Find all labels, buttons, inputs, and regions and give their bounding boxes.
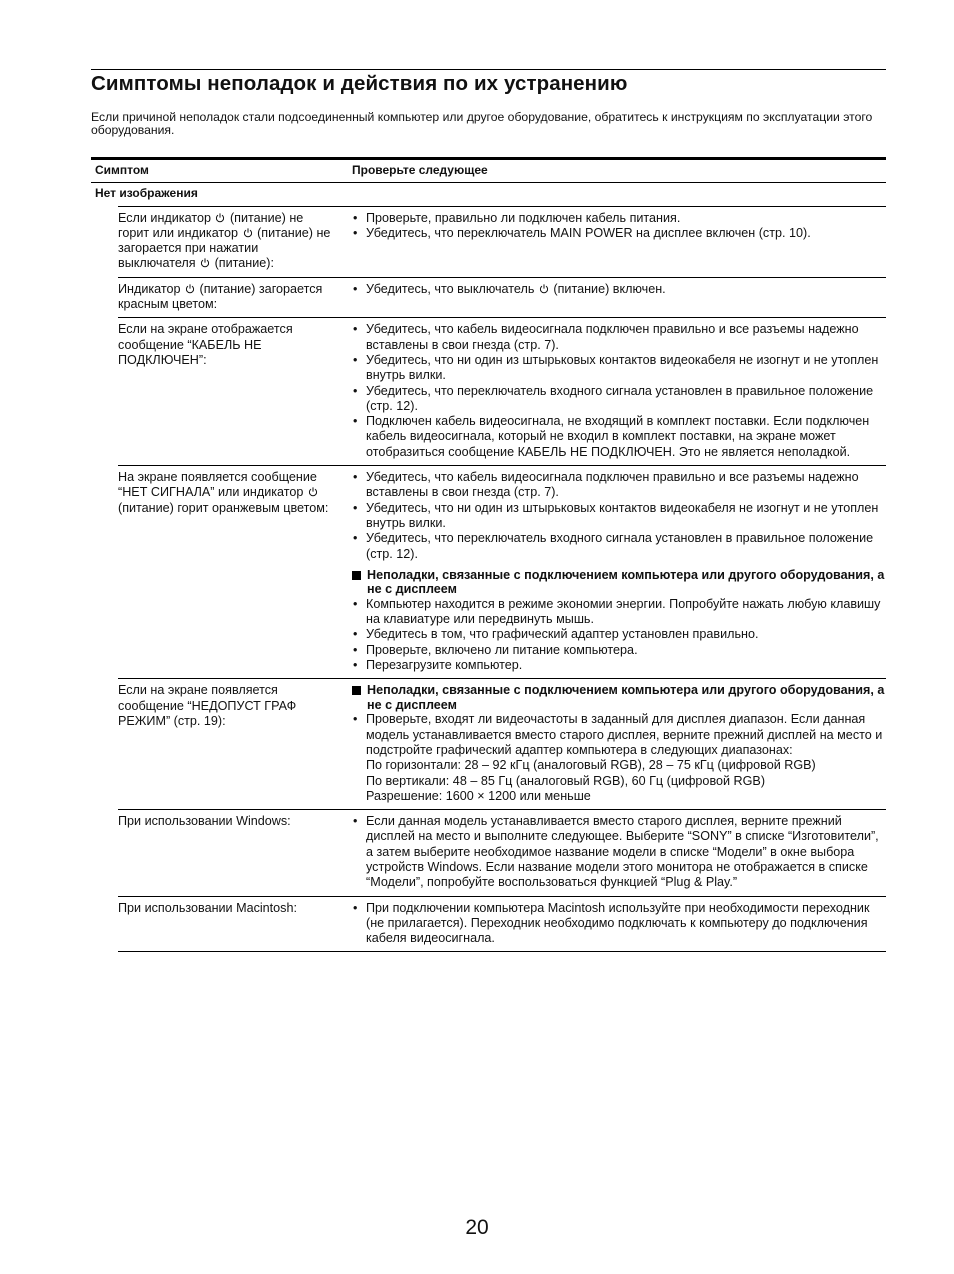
list-item: • Проверьте, входят ли видеочастоты в заданный для дисплея диапазон. Если данная модель устанавливается вместо старого дисплея, верните прежний дисплей на место и подстройте графический адаптер компьютера в следующих диапазонах: По горизонтали: 28 – 92 кГц (аналоговый RGB), 28 – 75 кГц (цифровой RGB) По вертикали: 48 – 85 Гц (аналоговый RGB), 60 Гц (цифровой RGB) Разрешение: 1600 × 1200 или меньше bbox=[352, 712, 886, 804]
table-row bbox=[91, 318, 886, 466]
page-title: Симптомы неполадок и действия по их устранению bbox=[91, 72, 628, 95]
list-item: • Убедитесь, что переключатель MAIN POWER на дисплее включен (стр. 10). bbox=[352, 226, 886, 241]
square-bullet-icon bbox=[352, 571, 361, 580]
section-row bbox=[91, 183, 886, 206]
power-icon bbox=[539, 284, 549, 294]
list-item: • Убедитесь в том, что графический адаптер установлен правильно. bbox=[352, 627, 886, 642]
check-cell bbox=[343, 466, 886, 679]
list-item: • Проверьте, правильно ли подключен кабель питания. bbox=[352, 211, 886, 226]
check-cell bbox=[343, 896, 886, 952]
symptom-cell: Если индикатор (питание) не горит или индикатор (питание) не загорается при нажатии выключателя (питание): bbox=[118, 206, 343, 277]
table-row bbox=[91, 679, 886, 810]
list-item: • Проверьте, включено ли питание компьютера. bbox=[352, 643, 886, 658]
table-row bbox=[91, 277, 886, 318]
power-icon bbox=[185, 284, 195, 294]
list-item: • Убедитесь, что переключатель входного сигнала установлен в правильное положение (стр. 12). bbox=[352, 531, 886, 562]
list-item: • Убедитесь, что ни один из штырьковых контактов видеокабеля не изогнут и не утоплен внутрь вилки. bbox=[352, 353, 886, 384]
square-bullet-icon bbox=[352, 686, 361, 695]
table-row bbox=[91, 810, 886, 896]
symptom-cell: Если на экране появляется сообщение “НЕДОПУСТ ГРАФ РЕЖИМ” (стр. 19): bbox=[118, 679, 343, 810]
check-cell bbox=[343, 206, 886, 277]
header-symptom: Симптом bbox=[91, 159, 343, 183]
symptom-cell: При использовании Macintosh: bbox=[118, 896, 343, 952]
table-row bbox=[91, 206, 886, 277]
troubleshooting-table bbox=[91, 157, 886, 952]
subheading: Неполадки, связанные с подключением компьютера или другого оборудования, а не с дисплеем bbox=[352, 683, 886, 712]
list-item: • Компьютер находится в режиме экономии энергии. Попробуйте нажать любую клавишу на клавиатуре или передвинуть мышь. bbox=[352, 597, 886, 628]
check-cell bbox=[343, 277, 886, 318]
list-item: • Перезагрузите компьютер. bbox=[352, 658, 886, 673]
section-title: Нет изображения bbox=[95, 186, 198, 201]
list-item: • Убедитесь, что кабель видеосигнала подключен правильно и все разъемы надежно вставлены в свои гнезда (стр. 7). bbox=[352, 322, 886, 353]
table-row bbox=[91, 896, 886, 952]
list-item: • Убедитесь, что выключатель (питание) включен. bbox=[352, 282, 886, 297]
check-cell bbox=[343, 318, 886, 466]
intro-paragraph: Если причиной неполадок стали подсоединенный компьютер или другое оборудование, обратитесь к инструкциям по эксплуатации этого оборудования. bbox=[91, 110, 873, 137]
check-cell bbox=[343, 810, 886, 896]
symptom-cell: На экране появляется сообщение “НЕТ СИГНАЛА” или индикатор (питание) горит оранжевым цветом: bbox=[118, 466, 343, 679]
list-item: • Если данная модель устанавливается вместо старого дисплея, верните прежний дисплей на место и выполните следующее. Выберите “SONY” в списке “Изготовители”, а затем выберите необходимое название модели в списке “Модели” в окне выбора устройств Windows. Если название модели этого монитора не отображается в списке “Модели”, попробуйте воспользоваться функцией “Plug & Play.” bbox=[352, 814, 886, 890]
list-item: • Подключен кабель видеосигнала, не входящий в комплект поставки. Если подключен кабель видеосигнала, который не входил в комплект поставки, на экране может отобразиться сообщение КАБЕЛЬ НЕ ПОДКЛЮЧЕН. Это не является неполадкой. bbox=[352, 414, 886, 460]
table-row bbox=[91, 466, 886, 679]
subheading: Неполадки, связанные с подключением компьютера или другого оборудования, а не с дисплеем bbox=[352, 568, 886, 597]
header-check: Проверьте следующее bbox=[343, 159, 886, 183]
power-icon bbox=[308, 487, 318, 497]
symptom-cell: При использовании Windows: bbox=[118, 810, 343, 896]
list-item: • Убедитесь, что ни один из штырьковых контактов видеокабеля не изогнут и не утоплен внутрь вилки. bbox=[352, 501, 886, 532]
power-icon bbox=[243, 228, 253, 238]
list-item: • При подключении компьютера Macintosh используйте при необходимости переходник (не прилагается). Переходник необходимо подключать к компьютеру до подключения кабеля видеосигнала. bbox=[352, 901, 886, 947]
table-header bbox=[91, 159, 886, 183]
check-cell bbox=[343, 679, 886, 810]
power-icon bbox=[215, 213, 225, 223]
page-number: 20 bbox=[465, 1216, 489, 1239]
symptom-cell: Индикатор (питание) загорается красным цветом: bbox=[118, 277, 343, 318]
power-icon bbox=[200, 258, 210, 268]
top-rule bbox=[91, 69, 886, 70]
symptom-cell: Если на экране отображается сообщение “КАБЕЛЬ НЕ ПОДКЛЮЧЕН”: bbox=[118, 318, 343, 466]
list-item: • Убедитесь, что переключатель входного сигнала установлен в правильное положение (стр. 12). bbox=[352, 384, 886, 415]
list-item: • Убедитесь, что кабель видеосигнала подключен правильно и все разъемы надежно вставлены в свои гнезда (стр. 7). bbox=[352, 470, 886, 501]
